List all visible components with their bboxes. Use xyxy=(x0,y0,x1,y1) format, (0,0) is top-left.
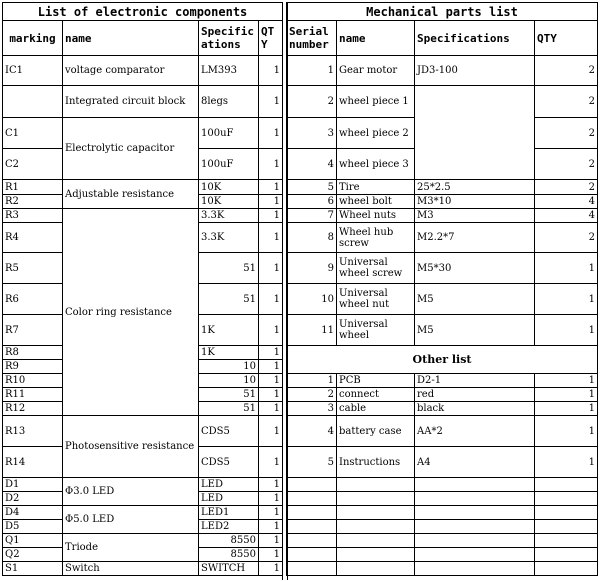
marking-cell: D2 xyxy=(3,492,63,506)
marking-cell xyxy=(3,86,63,118)
spec-cell: 10 xyxy=(199,360,259,374)
qty-cell: 2 xyxy=(535,118,598,149)
name-cell: connect xyxy=(337,388,415,402)
empty-row xyxy=(287,520,598,534)
spec-cell: M2.2*7 xyxy=(415,223,535,253)
name-cell: cable xyxy=(337,402,415,416)
table-row xyxy=(3,506,283,520)
marking-cell: Q1 xyxy=(3,534,63,548)
serial-cell: 1 xyxy=(287,374,337,388)
table-row xyxy=(287,223,598,253)
serial-cell: 10 xyxy=(287,284,337,315)
spec-cell: M5*30 xyxy=(415,253,535,284)
marking-cell: R12 xyxy=(3,402,63,416)
spec-cell: 1K xyxy=(199,315,259,346)
qty-cell: 4 xyxy=(535,195,598,209)
name-cell: PCB xyxy=(337,374,415,388)
table-row xyxy=(287,374,598,388)
qty-cell: 1 xyxy=(259,209,283,223)
spec-cell: 3.3K xyxy=(199,223,259,253)
spec-cell: LED xyxy=(199,478,259,492)
spec-cell: 10K xyxy=(199,180,259,195)
spec-cell: LED1 xyxy=(199,506,259,520)
marking-cell: R9 xyxy=(3,360,63,374)
marking-cell: R11 xyxy=(3,388,63,402)
qty-cell: 1 xyxy=(259,253,283,284)
empty-row xyxy=(287,492,598,506)
qty-cell: 1 xyxy=(259,506,283,520)
qty-cell: 1 xyxy=(259,180,283,195)
spec-cell: red xyxy=(415,388,535,402)
marking-cell: D4 xyxy=(3,506,63,520)
empty-row xyxy=(287,478,598,492)
qty-cell: 1 xyxy=(259,346,283,360)
qty-cell: 1 xyxy=(259,374,283,388)
table-row xyxy=(3,118,283,149)
qty-cell: 1 xyxy=(535,374,598,388)
qty-cell: 1 xyxy=(535,388,598,402)
marking-cell: R10 xyxy=(3,374,63,388)
table-row xyxy=(287,180,598,195)
spec-cell: 25*2.5 xyxy=(415,180,535,195)
spec-cell: M5 xyxy=(415,284,535,315)
name-cell: wheel piece 1 xyxy=(337,86,415,118)
name-cell: Wheel hub screw xyxy=(337,223,415,253)
table-row xyxy=(287,56,598,86)
mechanical-parts-table xyxy=(286,2,598,576)
marking-cell: C1 xyxy=(3,118,63,149)
serial-cell: 5 xyxy=(287,447,337,478)
table-row xyxy=(287,315,598,346)
table-row xyxy=(3,416,283,447)
empty-row xyxy=(287,562,598,576)
marking-cell: R4 xyxy=(3,223,63,253)
name-cell: Triode xyxy=(63,534,199,562)
name-cell: battery case xyxy=(337,416,415,447)
table-row xyxy=(3,209,283,223)
name-cell: wheel bolt xyxy=(337,195,415,209)
name-cell: Universal wheel screw xyxy=(337,253,415,284)
table-row xyxy=(3,478,283,492)
spec-cell: 100uF xyxy=(199,118,259,149)
name-cell: Φ3.0 LED xyxy=(63,478,199,506)
serial-cell: 3 xyxy=(287,118,337,149)
spec-cell: 8legs xyxy=(199,86,259,118)
table-row xyxy=(3,86,283,118)
empty-row xyxy=(287,534,598,548)
marking-cell: R2 xyxy=(3,195,63,209)
serial-cell: 6 xyxy=(287,195,337,209)
spec-cell: LED xyxy=(199,492,259,506)
table-row xyxy=(287,388,598,402)
qty-cell: 1 xyxy=(259,195,283,209)
name-cell: wheel piece 2 xyxy=(337,118,415,149)
qty-cell: 1 xyxy=(259,562,283,576)
serial-cell: 9 xyxy=(287,253,337,284)
column-header-serial-number: Serial number xyxy=(287,21,337,56)
qty-cell: 1 xyxy=(259,118,283,149)
table-row xyxy=(287,195,598,209)
name-cell: voltage comparator xyxy=(63,56,199,86)
name-cell: Universal wheel xyxy=(337,315,415,346)
name-cell: Color ring resistance xyxy=(63,209,199,416)
spec-cell: black xyxy=(415,402,535,416)
spec-cell: 51 xyxy=(199,253,259,284)
column-header-qty: QTY xyxy=(259,21,283,56)
qty-cell: 1 xyxy=(259,534,283,548)
column-header-name: name xyxy=(63,21,199,56)
table-row xyxy=(287,253,598,284)
table-row xyxy=(287,416,598,447)
name-cell: Photosensitive resistance xyxy=(63,416,199,478)
spec-cell: M3 xyxy=(415,209,535,223)
qty-cell: 1 xyxy=(259,520,283,534)
table-row xyxy=(287,402,598,416)
column-header-name: name xyxy=(337,21,415,56)
marking-cell: R3 xyxy=(3,209,63,223)
electronic-components-table xyxy=(2,2,283,576)
name-cell: Instructions xyxy=(337,447,415,478)
marking-cell: R6 xyxy=(3,284,63,315)
spec-cell: CDS5 xyxy=(199,416,259,447)
table-row xyxy=(3,562,283,576)
name-cell: wheel piece 3 xyxy=(337,149,415,180)
spec-cell: 8550 xyxy=(199,534,259,548)
spec-cell xyxy=(415,86,535,180)
spec-cell: 51 xyxy=(199,388,259,402)
table-row xyxy=(287,447,598,478)
spec-cell: CDS5 xyxy=(199,447,259,478)
table-row xyxy=(3,534,283,548)
empty-row xyxy=(287,506,598,520)
spec-cell: 8550 xyxy=(199,548,259,562)
name-cell: Universal wheel nut xyxy=(337,284,415,315)
qty-cell: 1 xyxy=(259,86,283,118)
name-cell: Electrolytic capacitor xyxy=(63,118,199,180)
spec-cell: M5 xyxy=(415,315,535,346)
name-cell: Gear motor xyxy=(337,56,415,86)
qty-cell: 1 xyxy=(259,56,283,86)
table-title: List of electronic components xyxy=(3,3,283,21)
qty-cell: 1 xyxy=(535,284,598,315)
marking-cell: R5 xyxy=(3,253,63,284)
table-row xyxy=(287,86,598,118)
qty-cell: 1 xyxy=(535,315,598,346)
qty-cell: 1 xyxy=(259,402,283,416)
spec-cell: 51 xyxy=(199,402,259,416)
spec-cell: D2-1 xyxy=(415,374,535,388)
column-header-qty: QTY xyxy=(535,21,598,56)
qty-cell: 2 xyxy=(535,180,598,195)
name-cell: Integrated circuit block xyxy=(63,86,199,118)
marking-cell: D1 xyxy=(3,478,63,492)
qty-cell: 2 xyxy=(535,149,598,180)
serial-cell: 4 xyxy=(287,149,337,180)
qty-cell: 1 xyxy=(259,388,283,402)
spec-cell: 10 xyxy=(199,374,259,388)
qty-cell: 1 xyxy=(535,416,598,447)
qty-cell: 1 xyxy=(259,284,283,315)
serial-cell: 11 xyxy=(287,315,337,346)
table-title: Mechanical parts list xyxy=(287,3,598,21)
marking-cell: R8 xyxy=(3,346,63,360)
serial-cell: 8 xyxy=(287,223,337,253)
marking-cell: C2 xyxy=(3,149,63,180)
empty-row xyxy=(287,548,598,562)
marking-cell: R7 xyxy=(3,315,63,346)
column-header-marking: marking xyxy=(3,21,63,56)
serial-cell: 4 xyxy=(287,416,337,447)
table-row xyxy=(287,284,598,315)
spec-cell: AA*2 xyxy=(415,416,535,447)
spec-cell: LED2 xyxy=(199,520,259,534)
qty-cell: 1 xyxy=(535,402,598,416)
marking-cell: R1 xyxy=(3,180,63,195)
qty-cell: 1 xyxy=(535,447,598,478)
table-row xyxy=(3,56,283,86)
marking-cell: S1 xyxy=(3,562,63,576)
table-row xyxy=(3,180,283,195)
qty-cell: 4 xyxy=(535,209,598,223)
spec-cell: A4 xyxy=(415,447,535,478)
qty-cell: 1 xyxy=(259,315,283,346)
serial-cell: 3 xyxy=(287,402,337,416)
serial-cell: 2 xyxy=(287,388,337,402)
qty-cell: 1 xyxy=(259,416,283,447)
spec-cell: 1K xyxy=(199,346,259,360)
serial-cell: 2 xyxy=(287,86,337,118)
qty-cell: 1 xyxy=(259,478,283,492)
spec-cell: 3.3K xyxy=(199,209,259,223)
name-cell: Tire xyxy=(337,180,415,195)
qty-cell: 1 xyxy=(259,360,283,374)
column-header-specifications: Specifications xyxy=(199,21,259,56)
marking-cell: R14 xyxy=(3,447,63,478)
serial-cell: 1 xyxy=(287,56,337,86)
spec-cell: 100uF xyxy=(199,149,259,180)
spec-cell: M3*10 xyxy=(415,195,535,209)
spec-cell: 51 xyxy=(199,284,259,315)
qty-cell: 1 xyxy=(259,447,283,478)
name-cell: Φ5.0 LED xyxy=(63,506,199,534)
marking-cell: R13 xyxy=(3,416,63,447)
spec-cell: JD3-100 xyxy=(415,56,535,86)
name-cell: Wheel nuts xyxy=(337,209,415,223)
column-header-specifications: Specifications xyxy=(415,21,535,56)
name-cell: Adjustable resistance xyxy=(63,180,199,209)
table-row xyxy=(287,209,598,223)
serial-cell: 7 xyxy=(287,209,337,223)
qty-cell: 1 xyxy=(259,492,283,506)
marking-cell: Q2 xyxy=(3,548,63,562)
name-cell: Switch xyxy=(63,562,199,576)
spec-cell: SWITCH xyxy=(199,562,259,576)
qty-cell: 2 xyxy=(535,86,598,118)
spec-cell: LM393 xyxy=(199,56,259,86)
qty-cell: 1 xyxy=(535,253,598,284)
other-list-title: Other list xyxy=(287,346,598,374)
qty-cell: 1 xyxy=(259,223,283,253)
marking-cell: D5 xyxy=(3,520,63,534)
marking-cell: IC1 xyxy=(3,56,63,86)
qty-cell: 1 xyxy=(259,149,283,180)
spec-cell: 10K xyxy=(199,195,259,209)
qty-cell: 1 xyxy=(259,548,283,562)
qty-cell: 2 xyxy=(535,56,598,86)
qty-cell: 2 xyxy=(535,223,598,253)
serial-cell: 5 xyxy=(287,180,337,195)
